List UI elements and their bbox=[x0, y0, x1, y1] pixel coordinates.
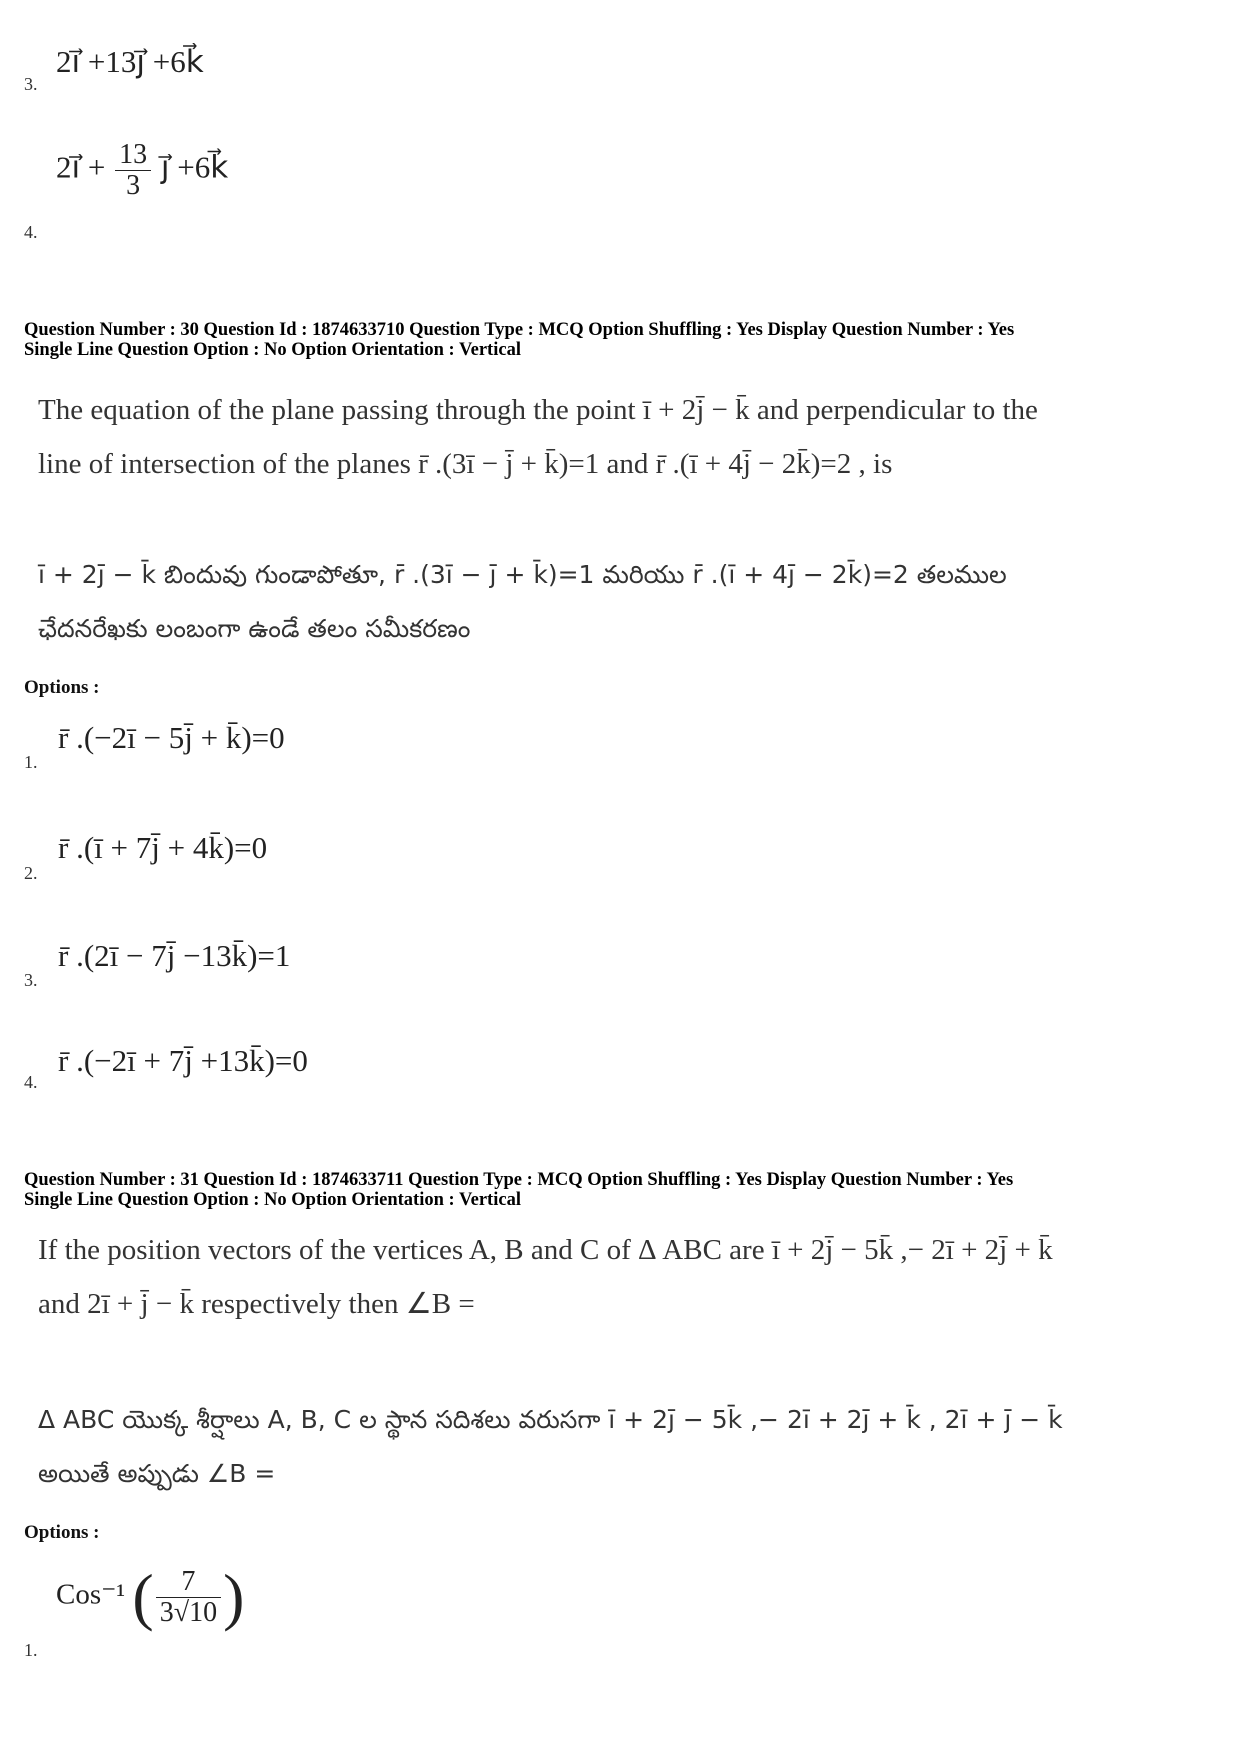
q30-te-line1: ī + 2j̄ − k̄ బిందువు గుండాపోతూ, r̄ .(3ī − j̄ + k̄)=1 మరియు r̄ .(ī + 4j̄ − 2k̄)=2 తలముల bbox=[38, 560, 1007, 589]
q30-meta-line2: Single Line Question Option : No Option Orientation : Vertical bbox=[24, 340, 521, 360]
q31-te-line1: Δ ABC యొక్క శీర్షాలు A, B, C ల స్థాన సదిశలు వరుసగా ī + 2j̄ − 5k̄ ,− 2ī + 2j̄ + k̄ , 2ī + j̄ − k̄ bbox=[38, 1405, 1063, 1434]
q31-en-line2: and 2ī + j̄ − k̄ respectively then ∠B = bbox=[38, 1288, 475, 1320]
q31-option-1-expr[interactable] bbox=[56, 1560, 244, 1634]
q30-options-label: Options : bbox=[24, 677, 100, 698]
q31-option-1-fraction bbox=[156, 1567, 221, 1628]
q30-en-line1: The equation of the plane passing through the point ī + 2j̄ − k̄ and perpendicular to the bbox=[38, 394, 1038, 426]
q31-option-1-prefix: Cos⁻¹ bbox=[56, 1578, 126, 1611]
q30-option-4-number: 4. bbox=[24, 1072, 38, 1092]
q31-meta-line1: Question Number : 31 Question Id : 1874633711 Question Type : MCQ Option Shuffling : Yes Display Question Number : Yes bbox=[24, 1170, 1014, 1190]
q31-en-line1: If the position vectors of the vertices A, B and C of Δ ABC are ī + 2j̄ − 5k̄ ,− 2ī + 2j̄ + k̄ bbox=[38, 1234, 1053, 1266]
left-paren-icon: ( bbox=[132, 1561, 154, 1632]
q30-option-3-expr[interactable]: r̄ .(2ī − 7j̄ −13k̄)=1 bbox=[58, 938, 291, 973]
q30-option-2-number: 2. bbox=[24, 863, 38, 883]
right-paren-icon: ) bbox=[223, 1561, 245, 1632]
fraction-denominator: 3√10 bbox=[159, 1596, 218, 1628]
q31-te-line2: అయితే అప్పుడు ∠B = bbox=[38, 1459, 276, 1488]
q30-te-line2: ఛేదనరేఖకు లంబంగా ఉండే తలం సమీకరణం bbox=[38, 614, 471, 643]
q31-question-telugu bbox=[38, 1393, 1218, 1501]
q30-meta-line1: Question Number : 30 Question Id : 1874633710 Question Type : MCQ Option Shuffling : Yes Display Question Number : Yes bbox=[24, 320, 1015, 340]
fraction-denominator: 3 bbox=[126, 170, 141, 201]
q30-option-1-number: 1. bbox=[24, 752, 38, 772]
prev-option-4-expr bbox=[56, 140, 228, 201]
q30-question-english bbox=[38, 383, 1218, 491]
q30-option-2-expr[interactable]: r̄ .(ī + 7j̄ + 4k̄)=0 bbox=[58, 830, 268, 865]
q31-meta-line2: Single Line Question Option : No Option Orientation : Vertical bbox=[24, 1190, 521, 1210]
q31-question-english bbox=[38, 1223, 1218, 1331]
q30-meta bbox=[24, 320, 1224, 360]
prev-option-3-number: 3. bbox=[24, 74, 38, 94]
q31-option-1-number: 1. bbox=[24, 1640, 38, 1660]
q30-question-telugu bbox=[38, 548, 1218, 656]
fraction-numerator: 7 bbox=[156, 1567, 221, 1598]
q31-meta bbox=[24, 1170, 1224, 1210]
prev-option-4-suffix: j⃗ +6k⃗ bbox=[160, 149, 229, 185]
q30-en-line2: line of intersection of the planes r̄ .(3ī − j̄ + k̄)=1 and r̄ .(ī + 4j̄ − 2k̄)=2 , is bbox=[38, 448, 893, 480]
prev-option-4-fraction bbox=[115, 140, 151, 201]
q30-option-1-expr[interactable]: r̄ .(−2ī − 5j̄ + k̄)=0 bbox=[58, 720, 285, 755]
prev-option-3-expr: 2i⃗ +13j⃗ +6k⃗ bbox=[56, 44, 204, 79]
q31-options-label: Options : bbox=[24, 1522, 100, 1543]
prev-option-4-number: 4. bbox=[24, 222, 38, 242]
q30-option-3-number: 3. bbox=[24, 970, 38, 990]
q30-option-4-expr[interactable]: r̄ .(−2ī + 7j̄ +13k̄)=0 bbox=[58, 1043, 308, 1078]
fraction-numerator: 13 bbox=[115, 140, 151, 171]
prev-option-4-prefix: 2i⃗ + bbox=[56, 149, 106, 185]
